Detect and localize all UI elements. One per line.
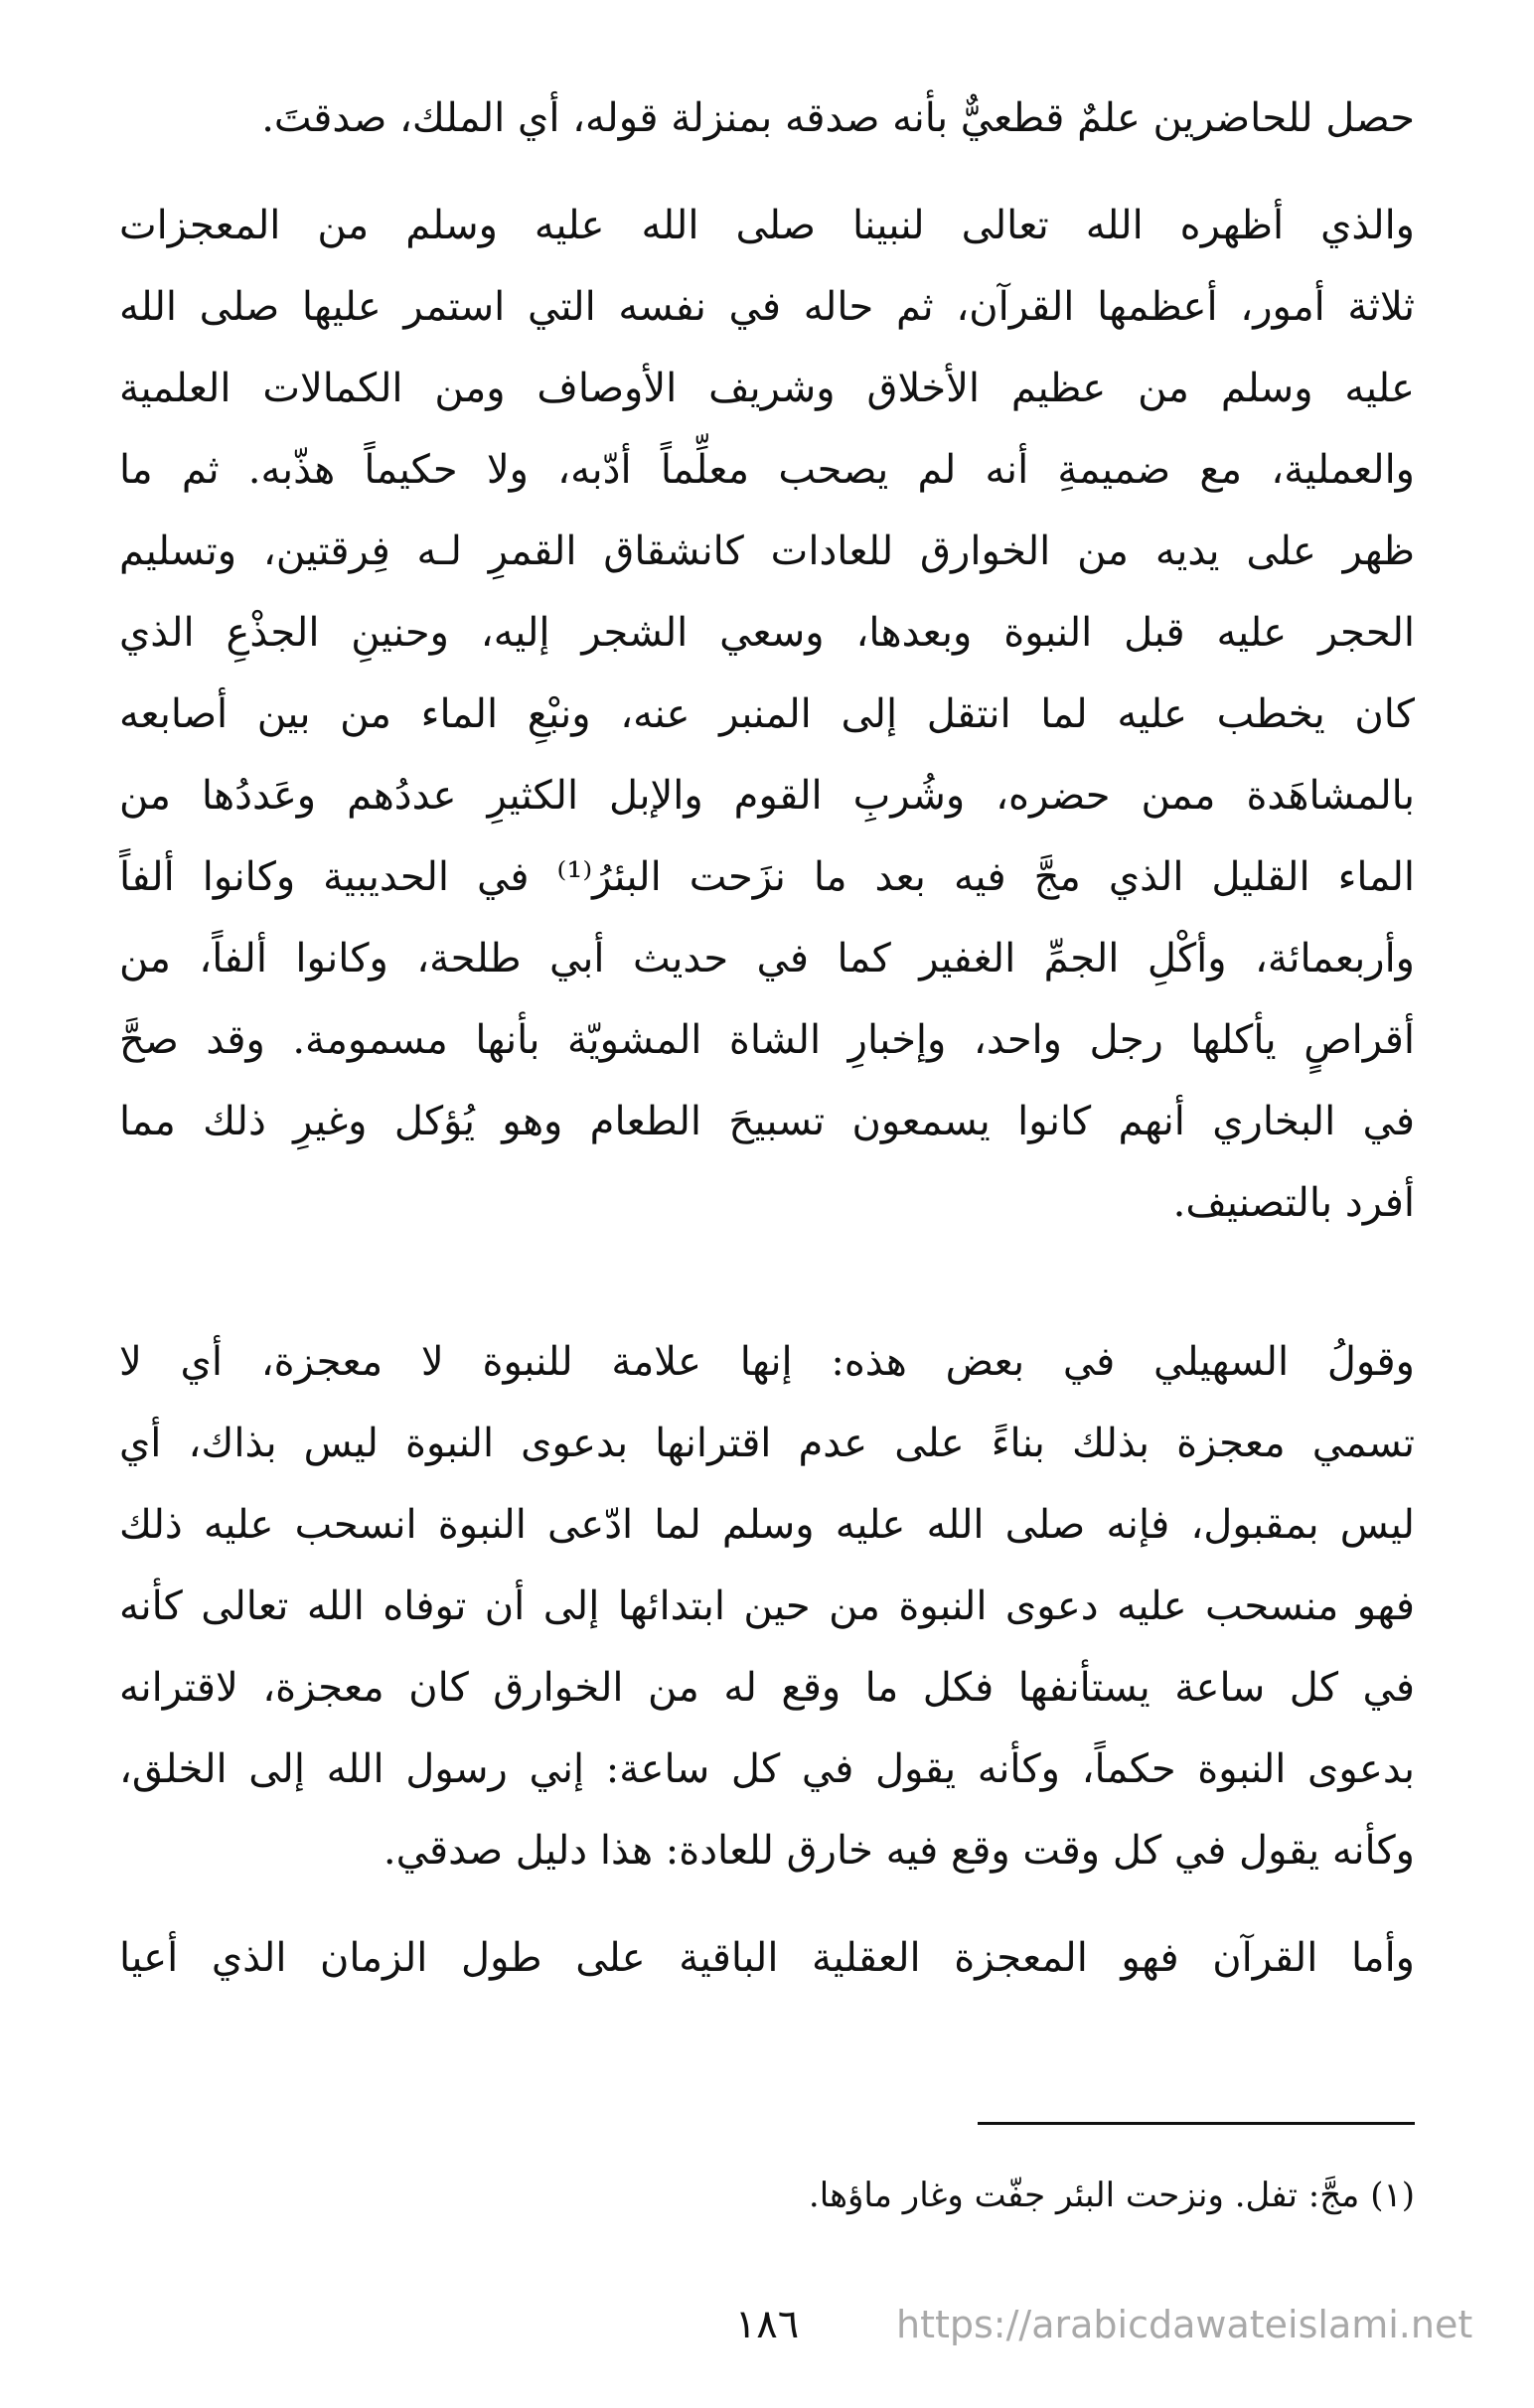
paragraph-2 (119, 185, 1415, 1244)
text-line: أفرد بالتصنيف. (1172, 1180, 1415, 1226)
main-text (119, 77, 1415, 1999)
footnote: (١) مجَّ: تفل. ونزحت البئر جفّت وغار ماؤها. (808, 2176, 1415, 2215)
paragraph-1 (119, 77, 1415, 159)
text-line: في كل ساعة يستأنفها فكل ما وقع له من الخوارق كان معجزة، لاقترانه (119, 1665, 1415, 1711)
text-line: بدعوى النبوة حكماً، وكأنه يقول في كل ساعة: إني رسول الله إلى الخلق، (119, 1746, 1415, 1792)
text-line: بالمشاهَدة ممن حضره، وشُربِ القوم والإبل الكثيرِ عددُهم وعَددُها من (119, 773, 1415, 819)
text-line: ليس بمقبول، فإنه صلى الله عليه وسلم لما ادّعى النبوة انسحب عليه ذلك (119, 1502, 1415, 1548)
text-line: فهو منسحب عليه دعوى النبوة من حين ابتدائها إلى أن توفاه الله تعالى كأنه (119, 1583, 1415, 1629)
text-line: والعملية، مع ضميمةِ أنه لم يصحب معلِّماً أدّبه، ولا حكيماً هذّبه. ثم ما (119, 447, 1415, 493)
page-number: ١٨٦ (734, 2302, 800, 2347)
text-line: وأما القرآن فهو المعجزة العقلية الباقية على طول الزمان الذي أعيا (119, 1935, 1415, 1981)
text-line: تسمي معجزة بذلك بناءً على عدم اقترانها بدعوى النبوة ليس بذاك، أي (119, 1421, 1415, 1466)
text-line: ثلاثة أمور، أعظمها القرآن، ثم حاله في نفسه التي استمر عليها صلى الله (119, 284, 1415, 330)
paragraph-gap (119, 1244, 1415, 1321)
text-line: حصل للحاضرين علمٌ قطعيٌّ بأنه صدقه بمنزلة قوله، أي الملك، صدقتَ. (261, 95, 1415, 141)
text-line: ظهر على يديه من الخوارق للعادات كانشقاق القمرِ لـه فِرقتين، وتسليم (119, 528, 1415, 574)
footnote-divider (978, 2122, 1415, 2125)
text-line: وأربعمائة، وأكْلِ الجمِّ الغفير كما في حديث أبي طلحة، وكانوا ألفاً، من (119, 936, 1415, 981)
text-line: أقراصٍ يأكلها رجل واحد، وإخبارِ الشاة المشويّة بأنها مسمومة. وقد صحَّ (119, 1017, 1415, 1063)
text-line: الحجر عليه قبل النبوة وبعدها، وسعي الشجر إليه، وحنينِ الجذْعِ الذي (119, 610, 1415, 656)
text-line: عليه وسلم من عظيم الأخلاق وشريف الأوصاف ومن الكمالات العلمية (119, 366, 1415, 411)
paragraph-4 (119, 1917, 1415, 1999)
watermark-url[interactable]: https://arabicdawateislami.net (896, 2303, 1473, 2346)
text-line: والذي أظهره الله تعالى لنبينا صلى الله عليه وسلم من المعجزات (119, 203, 1415, 248)
paragraph-gap (119, 1891, 1415, 1917)
text-line: وكأنه يقول في كل وقت وقع فيه خارق للعادة: هذا دليل صدقي. (383, 1828, 1415, 1874)
text-line: في البخاري أنهم كانوا يسمعون تسبيحَ الطعام وهو يُؤكل وغيرِ ذلك مما (119, 1099, 1415, 1144)
text-line: وقولُ السهيلي في بعض هذه: إنها علامة للنبوة لا معجزة، أي لا (119, 1339, 1415, 1385)
text-line: كان يخطب عليه لما انتقل إلى المنبر عنه، ونبْعِ الماء من بين أصابعه (119, 691, 1415, 737)
text-line: الماء القليل الذي مجَّ فيه بعد ما نزَحت البئرُ⁽¹⁾ في الحديبية وكانوا ألفاً (119, 854, 1415, 900)
paragraph-gap (119, 159, 1415, 185)
paragraph-3 (119, 1321, 1415, 1891)
